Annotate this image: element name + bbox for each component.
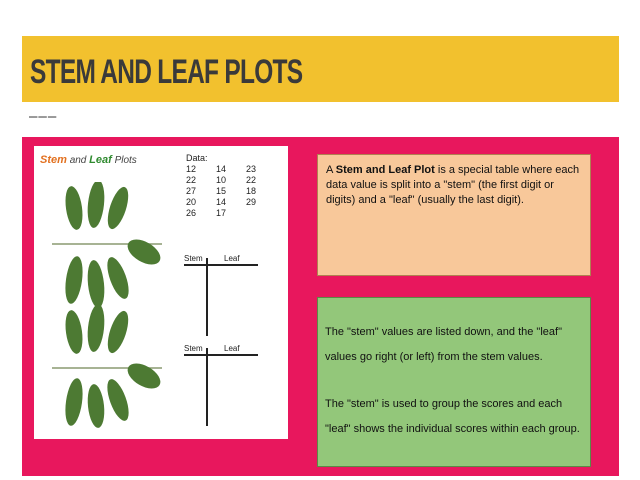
data-value [244,208,274,219]
info-paragraph-1: The "stem" values are listed down, and the "leaf" values go right (or left) from the stem values. [325,326,562,363]
leaf-header: Leaf [224,254,240,263]
plot-vertical-rule [206,258,208,336]
data-value: 14 [216,164,227,174]
figure-heading [40,154,137,166]
heading-word-plots: Plots [114,155,137,166]
title-divider: ——— [29,109,58,125]
data-values-grid [184,164,274,219]
definition-box [317,154,591,276]
data-value: 12 [186,164,197,174]
heading-word-leaf: Leaf [89,154,112,166]
heading-word-and: and [69,155,87,166]
data-value: 20 [186,197,197,207]
stem-header: Stem [184,344,203,353]
info-paragraph-2: The "stem" is used to group the scores and each "leaf" shows the individual scores within each group. [325,398,580,435]
plot-vertical-rule [206,348,208,426]
leaf-branch-top [52,182,162,309]
data-value: 26 [186,208,197,218]
data-value: 23 [246,164,257,174]
leaf-header: Leaf [224,344,240,353]
stem-header: Stem [184,254,203,263]
data-value: 14 [216,197,227,207]
leaf-branch-bottom [52,303,162,428]
data-value: 18 [246,186,257,196]
heading-word-stem: Stem [40,154,67,166]
data-value: 22 [246,175,257,185]
data-value: 10 [216,175,227,185]
definition-prefix: A [326,164,336,176]
leaf-branch-illustration [52,182,162,432]
stem-leaf-figure [34,146,288,439]
data-label: Data: [186,153,208,163]
plot-horizontal-rule [184,354,258,356]
data-value: 27 [186,186,197,196]
title-bar [22,36,619,102]
slide-title: STEM AND LEAF PLOTS [30,53,303,91]
info-box [317,297,591,467]
plot-horizontal-rule [184,264,258,266]
data-value: 29 [246,197,257,207]
definition-text: is a special table where each data value is split into a "stem" (the first digit or digits) and a "leaf" (usually the last digit). [326,164,580,206]
data-value: 22 [186,175,197,185]
blank-plot-1 [184,254,274,350]
definition-term: Stem and Leaf Plot [335,164,435,176]
blank-plot-2 [184,344,274,440]
data-value: 15 [216,186,227,196]
data-value: 17 [216,208,227,218]
content-panel [22,137,619,476]
